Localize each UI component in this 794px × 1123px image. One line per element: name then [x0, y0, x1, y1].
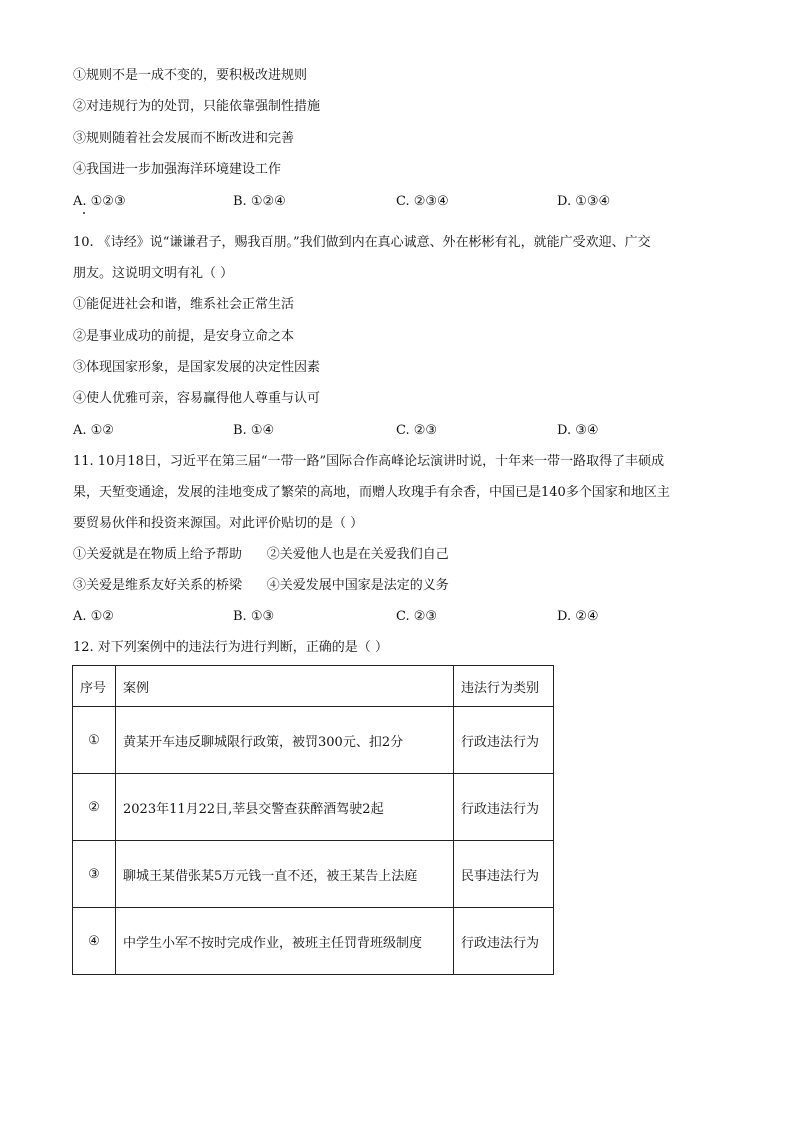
q10-statement-2: ②是事业成功的前提，是安身立命之本 — [73, 329, 295, 344]
q11-option-c: C. ②③ — [396, 609, 438, 624]
q10-statement-3: ③体现国家形象，是国家发展的决定性因素 — [73, 360, 321, 375]
q10-statement-1: ①能促进社会和谐，维系社会正常生活 — [73, 297, 295, 312]
q10-statement-4: ④使人优雅可亲，容易赢得他人尊重与认可 — [73, 391, 321, 406]
q11-option-b: B. ①③ — [233, 609, 275, 624]
q10-option-c: C. ②③ — [396, 423, 438, 438]
q12-stem: 12. 对下列案例中的违法行为进行判断，正确的是（ ） — [73, 640, 388, 655]
table-row — [73, 774, 554, 841]
q9-options — [73, 192, 633, 212]
q11-statements-row-2: ③关爱是维系友好关系的桥梁 ④关爱发展中国家是法定的义务 — [73, 578, 449, 593]
case-table — [72, 665, 554, 975]
q11-stem-line-3: 要贸易伙伴和投资来源国。对此评价贴切的是（ ） — [73, 516, 364, 531]
row-category: 行政违法行为 — [454, 774, 554, 841]
table-row — [73, 908, 554, 975]
header-category: 违法行为类别 — [454, 666, 554, 707]
q10-options — [73, 421, 633, 441]
q11-stem-line-2: 果，天堑变通途，发展的洼地变成了繁荣的高地，而赠人玫瑰手有余香，中国已是140多个国家和地区主 — [73, 485, 670, 500]
q9-statement-3: ③规则随着社会发展而不断改进和完善 — [73, 131, 295, 146]
row-index: ① — [73, 707, 116, 774]
q9-statement-4: ④我国进一步加强海洋环境建设工作 — [73, 162, 282, 177]
q9-statement-2: ②对违规行为的处罚，只能依靠强制性措施 — [73, 99, 321, 114]
q10-option-d: D. ③④ — [557, 423, 599, 438]
q10-stem-line-1: 10. 《诗经》说“谦谦君子，赐我百朋。”我们做到内在真心诚意、外在彬彬有礼，就能广受欢迎、广交 — [73, 235, 651, 250]
q9-statement-1: ①规则不是一成不变的，要积极改进规则 — [73, 68, 308, 83]
row-index: ④ — [73, 908, 116, 975]
q9-option-c: C. ②③④ — [396, 194, 449, 209]
row-category: 民事违法行为 — [454, 841, 554, 908]
q9-option-b: B. ①②④ — [233, 194, 286, 209]
row-case: 聊城王某借张某5万元钱一直不还，被王某告上法庭 — [116, 841, 454, 908]
q11-option-d: D. ②④ — [557, 609, 599, 624]
q10-stem-line-2: 朋友。这说明文明有礼（ ） — [73, 266, 234, 281]
q11-stem-line-1: 11. 10月18日，习近平在第三届“一带一路”国际合作高峰论坛演讲时说，十年来一带一路取得了丰硕成 — [73, 454, 665, 469]
table-header-row — [73, 666, 554, 707]
q10-option-a: A. ①② — [73, 423, 114, 438]
q11-options — [73, 607, 633, 627]
stray-dot — [83, 212, 85, 214]
q10-option-b: B. ①④ — [233, 423, 275, 438]
row-case: 黄某开车违反聊城限行政策，被罚300元、扣2分 — [116, 707, 454, 774]
table-row — [73, 841, 554, 908]
row-index: ② — [73, 774, 116, 841]
row-category: 行政违法行为 — [454, 707, 554, 774]
header-index: 序号 — [73, 666, 116, 707]
row-case: 2023年11月22日,莘县交警查获醉酒驾驶2起 — [116, 774, 454, 841]
header-case: 案例 — [116, 666, 454, 707]
row-index: ③ — [73, 841, 116, 908]
q9-option-a: A. ①②③ — [73, 194, 126, 209]
table-row — [73, 707, 554, 774]
q11-option-a: A. ①② — [73, 609, 114, 624]
row-case: 中学生小军不按时完成作业，被班主任罚背班级制度 — [116, 908, 454, 975]
q11-statements-row-1: ①关爱就是在物质上给予帮助 ②关爱他人也是在关爱我们自己 — [73, 547, 449, 562]
q9-option-d: D. ①③④ — [557, 194, 611, 209]
row-category: 行政违法行为 — [454, 908, 554, 975]
